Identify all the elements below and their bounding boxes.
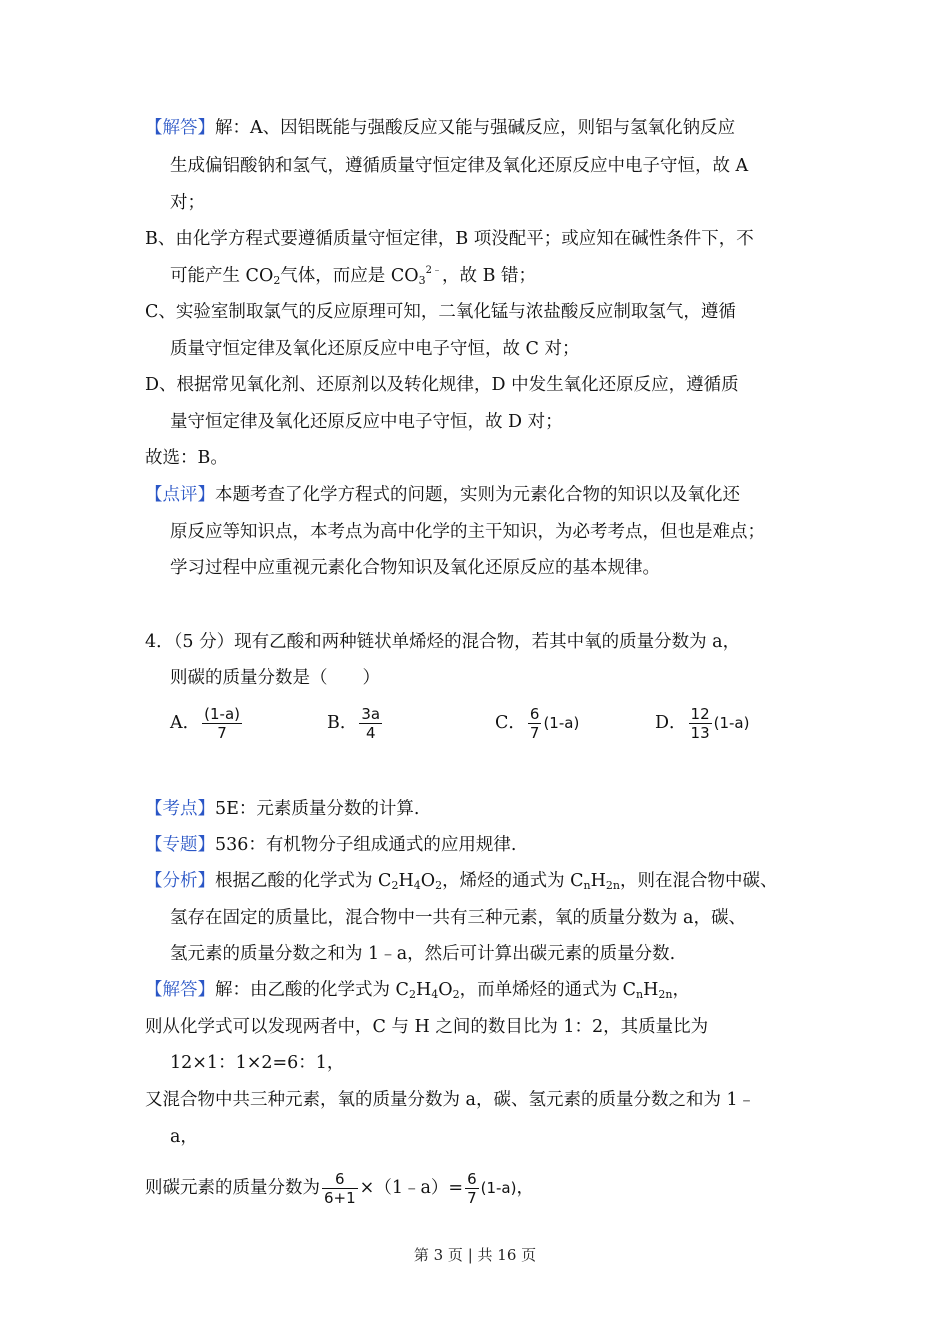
jieda-tag: 【解答】 — [145, 980, 215, 1000]
jieda-line-5: a， — [170, 1127, 198, 1147]
subscript: n — [583, 879, 591, 892]
subscript: 2 — [391, 879, 399, 892]
comment-text: 本题考查了化学方程式的问题，实则为元素化合物的知识以及氧化还 — [215, 485, 740, 505]
option-b-line-2 — [170, 264, 536, 288]
jieda-line-4: 又混合物中共三种元素，氧的质量分数为 a，碳、氢元素的质量分数之和为 1﹣ — [145, 1090, 756, 1110]
numerator: 12 — [690, 705, 710, 723]
option-d-tail: (1-a) — [713, 714, 750, 732]
option-d-label: D． — [655, 713, 687, 733]
option-a-fraction — [202, 705, 242, 742]
text-fragment: ×（1﹣a）= — [359, 1178, 464, 1198]
numerator: (1-a) — [204, 705, 240, 723]
zhuanti-line — [145, 833, 516, 857]
answer-line-2: 生成偏铝酸钠和氢气，遵循质量守恒定律及氧化还原反应中电子守恒，故 A — [170, 156, 749, 176]
page-footer: 第 3 页 | 共 16 页 — [413, 1246, 537, 1264]
subscript: n — [636, 988, 644, 1001]
denominator: 7 — [467, 1189, 477, 1207]
kaodian-line — [145, 797, 419, 821]
text-fragment: H — [590, 871, 606, 891]
option-b-fraction — [359, 705, 382, 742]
numerator: 3a — [361, 705, 381, 723]
kaodian-tag: 【考点】 — [145, 799, 215, 819]
comment-line-1 — [145, 483, 740, 507]
question-4-stem-1: 4．（5 分）现有乙酸和两种链状单烯烃的混合物，若其中氧的质量分数为 a， — [145, 632, 741, 652]
text-fragment: ，烯烃的通式为 C — [442, 871, 584, 891]
zhuanti-text: 536：有机物分子组成通式的应用规律. — [215, 835, 517, 855]
subscript: 2 — [452, 988, 460, 1001]
option-c-fraction — [528, 705, 542, 742]
option-c-line-1: C、实验室制取氯气的反应原理可知，二氧化锰与浓盐酸反应制取氢气，遵循 — [145, 302, 736, 322]
fraction-6-over-7sum — [322, 1170, 358, 1207]
text-fragment: ，故 B 错； — [442, 266, 536, 286]
subscript: 2 — [435, 879, 443, 892]
subscript: 2n — [658, 988, 673, 1001]
jieda-line-3: 12×1：1×2=6：1， — [170, 1053, 345, 1073]
text-fragment: H — [415, 980, 432, 1000]
option-c-tail: (1-a) — [543, 714, 580, 732]
jieda-line-1 — [145, 978, 690, 1002]
fraction-6-over-7 — [465, 1170, 479, 1207]
subscript: 2 — [408, 988, 416, 1001]
comment-tag: 【点评】 — [145, 485, 215, 505]
text-fragment: O — [420, 871, 436, 891]
zhuanti-tag: 【专题】 — [145, 835, 215, 855]
text-fragment: 则碳元素的质量分数为 — [145, 1178, 320, 1198]
denominator: 6+1 — [324, 1189, 356, 1207]
option-d — [655, 705, 749, 742]
answer-line-1 — [145, 116, 735, 140]
text-fragment: ，而单烯烃的通式为 C — [459, 980, 637, 1000]
denominator: 7 — [217, 724, 227, 742]
option-d-line-2: 量守恒定律及氧化还原反应中电子守恒，故 D 对； — [170, 412, 563, 432]
answer-choice: 故选：B。 — [145, 448, 228, 468]
answer-text: 解：A、因铝既能与强酸反应又能与强碱反应，则铝与氢氧化钠反应 — [215, 118, 736, 138]
numerator: 6 — [529, 705, 540, 723]
subscript: 2n — [605, 879, 620, 892]
option-c — [495, 705, 579, 742]
text-fragment: H — [398, 871, 414, 891]
subscript: 4 — [431, 988, 439, 1001]
text-fragment: ， — [516, 1178, 534, 1198]
subscript: 3 — [418, 274, 426, 287]
jieda-line-6 — [145, 1170, 534, 1207]
answer-tag: 【解答】 — [145, 118, 215, 138]
option-c-label: C． — [495, 713, 526, 733]
text-fragment: ，则在混合物中碳、 — [619, 871, 778, 891]
text-fragment: 可能产生 CO — [170, 266, 274, 286]
question-4-stem-2: 则碳的质量分数是（ ） — [170, 668, 380, 688]
denominator: 4 — [365, 724, 376, 742]
option-c-line-2: 质量守恒定律及氧化还原反应中电子守恒，故 C 对； — [170, 339, 580, 359]
option-b-label: B． — [327, 713, 358, 733]
option-d-fraction — [689, 705, 712, 742]
option-d-line-1: D、根据常见氧化剂、还原剂以及转化规律，D 中发生氧化还原反应，遵循质 — [145, 375, 739, 395]
jieda-line-2: 则从化学式可以发现两者中，C 与 H 之间的数目比为 1：2，其质量比为 — [145, 1017, 709, 1037]
option-a — [170, 705, 244, 742]
kaodian-text: 5E：元素质量分数的计算. — [215, 799, 420, 819]
text-fragment: H — [643, 980, 659, 1000]
denominator: 7 — [529, 724, 540, 742]
numerator: 6 — [322, 1170, 358, 1189]
subscript: 4 — [413, 879, 421, 892]
text-fragment: 根据乙酸的化学式为 C — [215, 871, 392, 891]
denominator: 13 — [690, 724, 710, 742]
text-fragment: ， — [672, 980, 690, 1000]
fenxi-line-2: 氢存在固定的质量比，混合物中一共有三种元素，氧的质量分数为 a，碳、 — [170, 908, 746, 928]
answer-line-3: 对； — [170, 193, 205, 213]
option-b — [327, 705, 384, 742]
option-a-label: A． — [170, 713, 201, 733]
fenxi-line-3: 氢元素的质量分数之和为 1﹣a，然后可计算出碳元素的质量分数. — [170, 944, 676, 964]
option-b-line-1: B、由化学方程式要遵循质量守恒定律，B 项没配平；或应知在碱性条件下，不 — [145, 229, 754, 249]
fenxi-line-1 — [145, 869, 777, 893]
fenxi-tag: 【分析】 — [145, 871, 215, 891]
superscript: 2﹣ — [425, 265, 442, 276]
text-fragment: 解：由乙酸的化学式为 C — [215, 980, 409, 1000]
text-fragment: (1-a) — [480, 1179, 517, 1197]
numerator: 6 — [467, 1170, 477, 1188]
text-fragment: O — [438, 980, 453, 1000]
text-fragment: 气体，而应是 CO — [280, 266, 419, 286]
comment-line-2: 原反应等知识点，本考点为高中化学的主干知识，为必考考点，但也是难点； — [170, 522, 765, 542]
subscript: 2 — [273, 274, 281, 287]
comment-line-3: 学习过程中应重视元素化合物知识及氧化还原反应的基本规律。 — [170, 558, 660, 578]
